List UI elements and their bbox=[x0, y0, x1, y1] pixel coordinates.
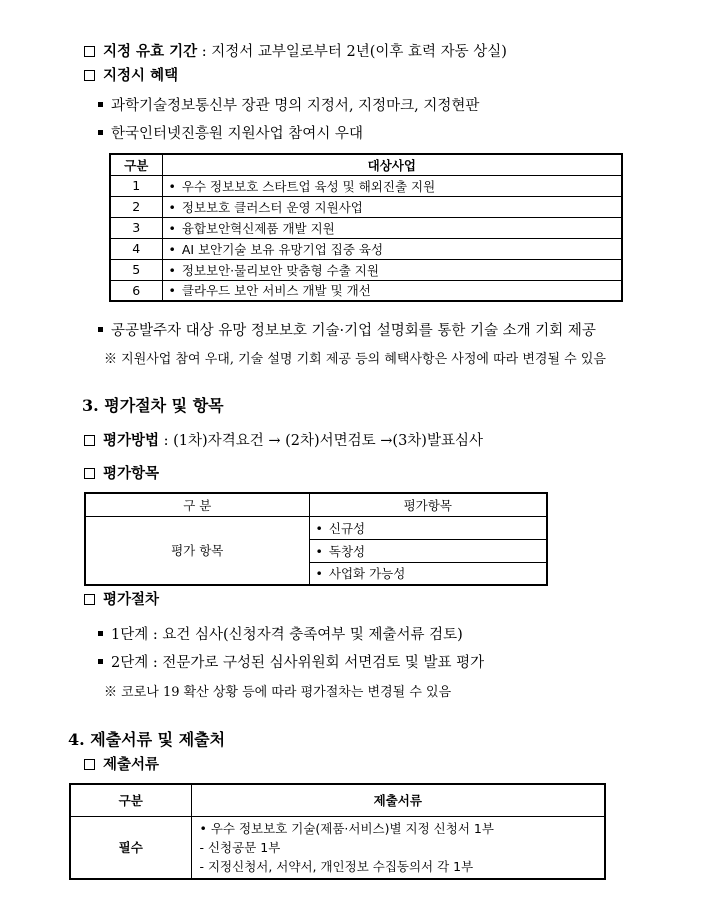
benefit-bullet-3 bbox=[98, 321, 596, 341]
table-row bbox=[110, 259, 622, 280]
checkbox-icon bbox=[84, 70, 95, 81]
checkbox-icon bbox=[84, 435, 95, 446]
items-label: 평가항목 bbox=[103, 465, 160, 482]
row-item-text: 정보보안·물리보안 맞춤형 수출 지원 bbox=[181, 262, 379, 278]
row-number: 2 bbox=[110, 196, 162, 217]
submission-docs-heading bbox=[84, 755, 159, 775]
support-program-table bbox=[109, 153, 623, 302]
row-number: 5 bbox=[110, 259, 162, 280]
table-row bbox=[110, 175, 622, 196]
table-row bbox=[70, 816, 605, 879]
benefit-bullet-2 bbox=[98, 124, 363, 144]
evaluation-procedure-heading bbox=[84, 590, 159, 610]
docs-label: 제출서류 bbox=[103, 756, 160, 773]
procedure-note: ※ 코로나 19 확산 상황 등에 따라 평가절차는 변경될 수 있음 bbox=[104, 685, 452, 700]
row-item: • 융합보안혁신제품 개발 지원 bbox=[162, 217, 622, 238]
col-header-category: 구분 bbox=[110, 154, 162, 175]
evaluation-items-heading bbox=[84, 464, 159, 484]
table-row bbox=[85, 516, 547, 539]
document-item: - 지정신청서, 서약서, 개인정보 수집동의서 각 1부 bbox=[199, 858, 474, 874]
document-item: - 신청공문 1부 bbox=[199, 839, 281, 855]
row-number: 6 bbox=[110, 280, 162, 301]
row-label: 필수 bbox=[70, 816, 191, 879]
table-header-row bbox=[85, 493, 547, 516]
checkbox-icon bbox=[84, 468, 95, 479]
row-item: • 우수 정보보호 스타트업 육성 및 해외진출 지원 bbox=[162, 175, 622, 196]
benefit-bullet-1 bbox=[98, 96, 479, 116]
evaluation-item-text: 사업화 가능성 bbox=[328, 566, 406, 582]
col-header-category: 구분 bbox=[70, 784, 191, 816]
procedure-label: 평가절차 bbox=[103, 591, 160, 608]
row-label: 평가 항목 bbox=[85, 516, 309, 585]
table-row bbox=[110, 280, 622, 301]
method-text: : (1차)자격요건 → (2차)서면검토 →(3차)발표심사 bbox=[159, 433, 483, 449]
evaluation-item: • 신규성 bbox=[309, 516, 547, 539]
procedure-step-1 bbox=[98, 625, 463, 645]
square-bullet-icon bbox=[98, 631, 103, 636]
evaluation-item-text: 독창성 bbox=[328, 543, 366, 559]
documents-cell bbox=[191, 816, 605, 879]
row-number: 1 bbox=[110, 175, 162, 196]
evaluation-item-text: 신규성 bbox=[328, 520, 366, 536]
square-bullet-icon bbox=[98, 102, 103, 107]
section-3-heading: 3. 평가절차 및 항목 bbox=[82, 396, 224, 415]
validity-text: : 지정서 교부일로부터 2년(이후 효력 자동 상실) bbox=[197, 44, 507, 60]
row-item-text: AI 보안기술 보유 유망기업 집중 육성 bbox=[181, 241, 384, 257]
row-number: 4 bbox=[110, 238, 162, 259]
evaluation-item: • 사업화 가능성 bbox=[309, 562, 547, 585]
col-header-items: 평가항목 bbox=[309, 493, 547, 516]
col-header-category: 구 분 bbox=[85, 493, 309, 516]
benefits-heading bbox=[84, 66, 178, 86]
table-row bbox=[110, 217, 622, 238]
evaluation-method-line bbox=[84, 431, 483, 451]
evaluation-item: • 독창성 bbox=[309, 539, 547, 562]
benefit-bullet-2-text: 한국인터넷진흥원 지원사업 참여시 우대 bbox=[111, 126, 363, 142]
col-header-documents: 제출서류 bbox=[191, 784, 605, 816]
checkbox-icon bbox=[84, 46, 95, 57]
document-item: • 우수 정보보호 기술(제품·서비스)별 지정 신청서 1부 bbox=[199, 820, 494, 836]
method-label: 평가방법 bbox=[103, 432, 160, 449]
table-row bbox=[110, 238, 622, 259]
benefit-bullet-1-text: 과학기술정보통신부 장관 명의 지정서, 지정마크, 지정현판 bbox=[111, 98, 480, 114]
table-row bbox=[110, 196, 622, 217]
procedure-step-2 bbox=[98, 653, 484, 673]
row-item: • 정보보안·물리보안 맞춤형 수출 지원 bbox=[162, 259, 622, 280]
row-item-text: 클라우드 보안 서비스 개발 및 개선 bbox=[181, 283, 371, 299]
row-item-text: 정보보호 클러스터 운영 지원사업 bbox=[181, 199, 363, 215]
row-item-text: 우수 정보보호 스타트업 육성 및 해외진출 지원 bbox=[181, 178, 436, 194]
row-item: • 클라우드 보안 서비스 개발 및 개선 bbox=[162, 280, 622, 301]
benefits-label: 지정시 혜택 bbox=[103, 67, 179, 84]
row-item: • 정보보호 클러스터 운영 지원사업 bbox=[162, 196, 622, 217]
evaluation-items-table bbox=[84, 492, 548, 586]
benefit-bullet-3-text: 공공발주자 대상 유망 정보보호 기술·기업 설명회를 통한 기술 소개 기회 제공 bbox=[111, 323, 596, 339]
square-bullet-icon bbox=[98, 130, 103, 135]
section-4-heading: 4. 제출서류 및 제출처 bbox=[68, 730, 226, 749]
benefits-note: ※ 지원사업 참여 우대, 기술 설명 기회 제공 등의 혜택사항은 사정에 따라 변경될 수 있음 bbox=[104, 352, 606, 367]
row-item: • AI 보안기술 보유 유망기업 집중 육성 bbox=[162, 238, 622, 259]
square-bullet-icon bbox=[98, 327, 103, 332]
table-header-row bbox=[70, 784, 605, 816]
validity-line bbox=[84, 42, 507, 62]
procedure-step-1-text: 1단계 : 요건 심사(신청자격 충족여부 및 제출서류 검토) bbox=[111, 627, 463, 643]
square-bullet-icon bbox=[98, 659, 103, 664]
procedure-step-2-text: 2단계 : 전문가로 구성된 심사위원회 서면검토 및 발표 평가 bbox=[111, 655, 485, 671]
row-number: 3 bbox=[110, 217, 162, 238]
col-header-program: 대상사업 bbox=[162, 154, 622, 175]
table-header-row bbox=[110, 154, 622, 175]
checkbox-icon bbox=[84, 759, 95, 770]
checkbox-icon bbox=[84, 594, 95, 605]
row-item-text: 융합보안혁신제품 개발 지원 bbox=[181, 220, 335, 236]
validity-label: 지정 유효 기간 bbox=[103, 43, 198, 60]
submission-docs-table bbox=[69, 783, 606, 880]
